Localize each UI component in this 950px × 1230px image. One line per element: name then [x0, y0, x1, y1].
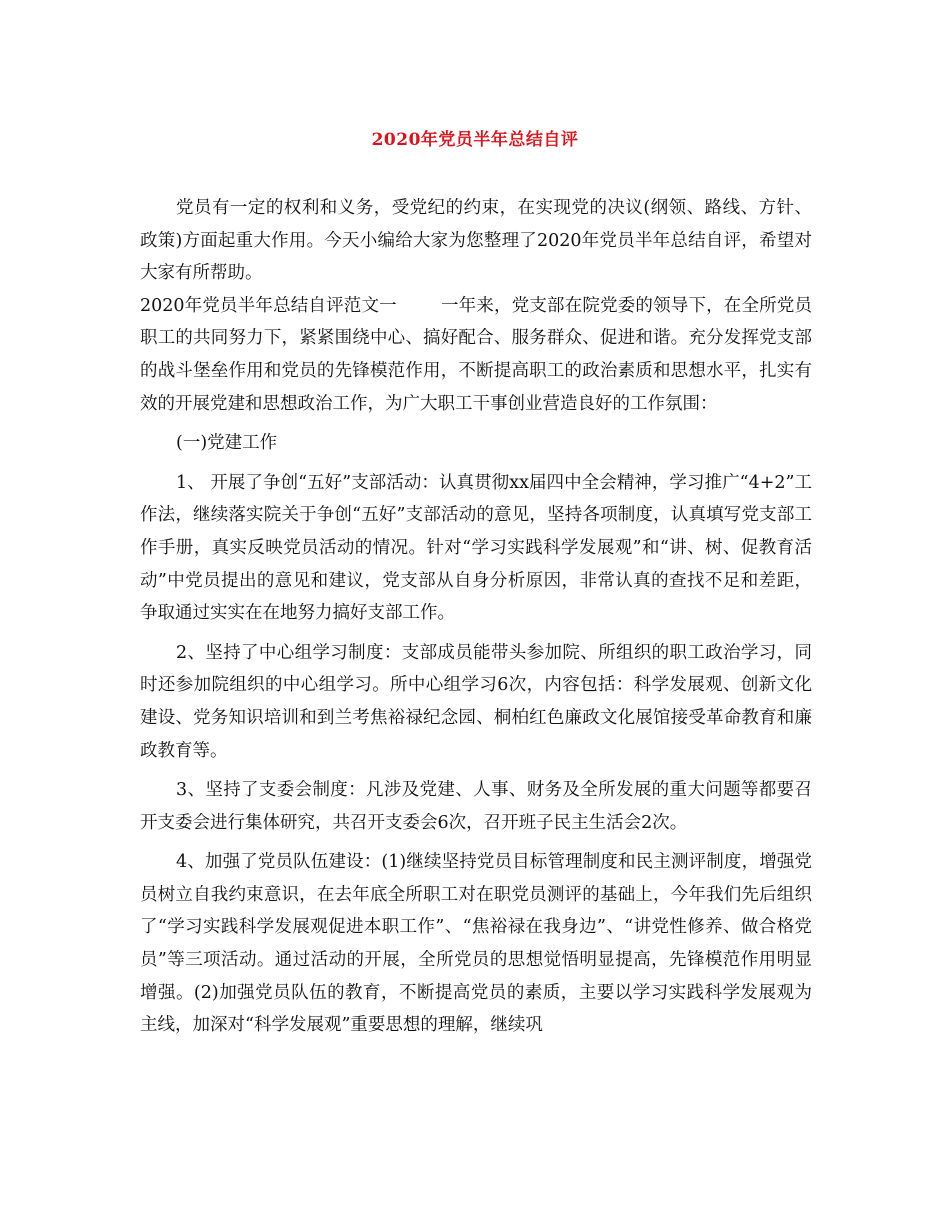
- intro-paragraph: 党员有一定的权利和义务，受党纪的约束，在实现党的决议(纲领、路线、方针、政策)方面起重大作用。今天小编给大家为您整理了2020年党员半年总结自评，希望对大家有所帮助。: [140, 198, 812, 284]
- heading-party-building: (一)党建工作: [176, 433, 278, 454]
- document-body: [140, 192, 812, 1042]
- document-title: 2020年党员半年总结自评: [371, 130, 579, 150]
- item-2-paragraph: 2、坚持了中心组学习制度：支部成员能带头参加院、所组织的职工政治学习，同时还参加院组织的中心组学习。所中心组学习6次，内容包括：科学发展观、创新文化建设、党务知识培训和到兰考焦裕禄纪念园、桐柏红色廉政文化展馆接受革命教育和廉政教育等。: [140, 642, 812, 761]
- section-text: 一年来，党支部在院党委的领导下，在全所党员职工的共同努力下，紧紧围绕中心、搞好配合、服务群众、促进和谐。充分发挥党支部的战斗堡垒作用和党员的先锋模范作用，不断提高职工的政治素质和思想水平，扎实有效的开展党建和思想政治工作，为广大职工干事创业营造良好的工作氛围：: [140, 295, 812, 414]
- section-paragraph: [140, 290, 812, 420]
- item-3-paragraph: 3、坚持了支委会制度：凡涉及党建、人事、财务及全所发展的重大问题等都要召开支委会进行集体研究，共召开支委会6次，召开班子民主生活会2次。: [140, 780, 812, 833]
- item-1-paragraph: 1、 开展了争创“五好”支部活动：认真贯彻xx届四中全会精神，学习推广“4+2”工作法，继续落实院关于争创“五好”支部活动的意见，坚持各项制度，认真填写党支部工作手册，真实反映党员活动的情况。针对“学习实践科学发展观”和“讲、树、促教育活动”中党员提出的意见和建议，党支部从自身分析原因，非常认真的查找不足和差距，争取通过实实在在地努力搞好支部工作。: [140, 472, 812, 624]
- item-4-paragraph: 4、加强了党员队伍建设：(1)继续坚持党员目标管理制度和民主测评制度，增强党员树立自我约束意识，在去年底全所职工对在职党员测评的基础上，今年我们先后组织了“学习实践科学发展观促进本职工作”、“焦裕禄在我身边”、“讲党性修养、做合格党员”等三项活动。通过活动的开展，全所党员的思想觉悟明显提高，先锋模范作用明显增强。(2)加强党员队伍的教育，不断提高党员的素质，主要以学习实践科学发展观为主线，加深对“科学发展观”重要思想的理解，继续巩: [140, 852, 812, 1036]
- section-label: 2020年党员半年总结自评范文一: [140, 295, 397, 316]
